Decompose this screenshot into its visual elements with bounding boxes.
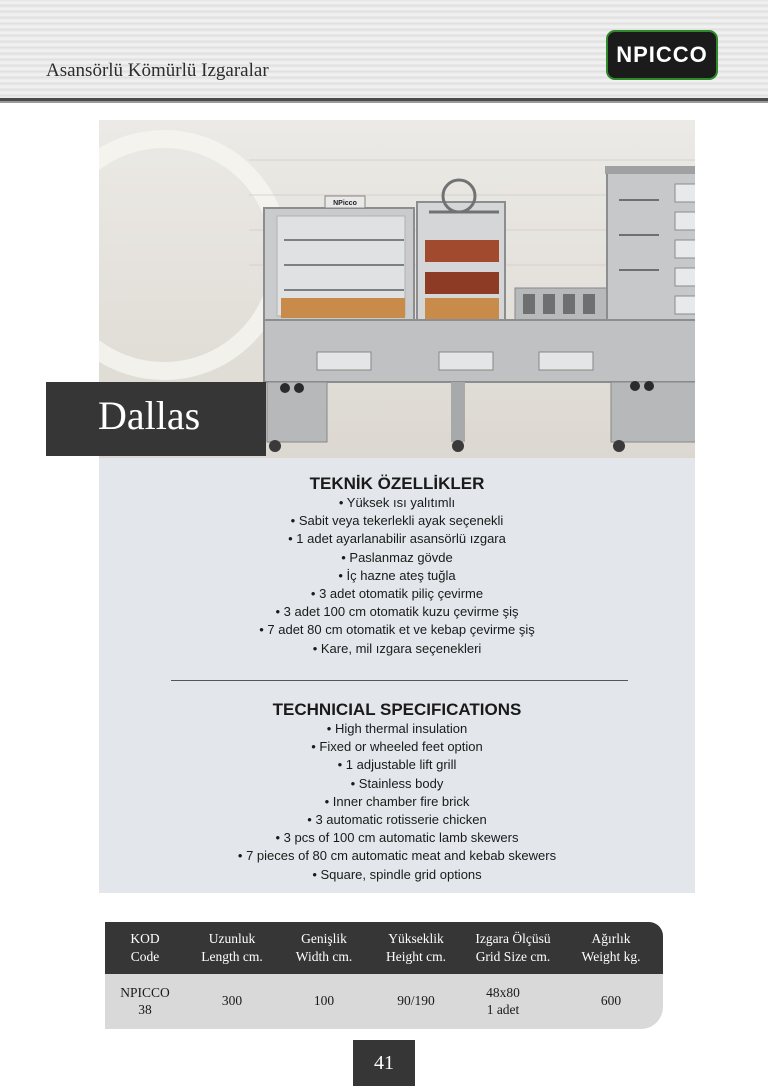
list-item: • 3 automatic rotisserie chicken bbox=[307, 811, 487, 827]
list-item: • High thermal insulation bbox=[326, 721, 468, 736]
list-item: • Kare, mil ızgara seçenekleri bbox=[312, 640, 482, 656]
specs-tr-title: TEKNİK ÖZELLİKLER bbox=[309, 474, 485, 493]
list-item: • Stainless body bbox=[350, 775, 444, 791]
list-item: • Paslanmaz gövde bbox=[341, 549, 453, 565]
brand-logo bbox=[606, 30, 718, 80]
logo-text: NPICCO bbox=[616, 42, 708, 67]
spec-table bbox=[105, 922, 663, 1029]
table-row bbox=[105, 974, 663, 1029]
section-divider bbox=[171, 680, 628, 681]
cell-code: NPICCO 38 bbox=[120, 985, 170, 1017]
list-item: • Fixed or wheeled feet option bbox=[311, 739, 483, 755]
cell-width: 100 bbox=[313, 993, 335, 1008]
list-item: • Square, spindle grid options bbox=[312, 866, 482, 882]
list-item: • Sabit veya tekerlekli ayak seçenekli bbox=[290, 513, 504, 529]
list-item: • Yüksek ısı yalıtımlı bbox=[338, 495, 456, 510]
column-header-grid-size: Izgara Ölçüsü Grid Size cm. bbox=[475, 931, 551, 964]
cell-height: 90/190 bbox=[397, 993, 435, 1008]
column-header-length: Uzunluk Length cm. bbox=[201, 931, 263, 964]
table-header bbox=[105, 922, 663, 974]
list-item: • 7 adet 80 cm otomatik et ve kebap çevirme şiş bbox=[259, 622, 535, 638]
list-item: • Inner chamber fire brick bbox=[324, 793, 470, 809]
list-item: • 7 pieces of 80 cm automatic meat and kebab skewers bbox=[237, 848, 557, 864]
column-header-weight: Ağırlık Weight kg. bbox=[581, 931, 641, 964]
list-item: • 1 adet ayarlanabilir asansörlü ızgara bbox=[288, 531, 506, 547]
list-item: • 3 adet otomatik piliç çevirme bbox=[310, 585, 484, 601]
list-item: • İç hazne ateş tuğla bbox=[338, 567, 456, 583]
cell-weight: 600 bbox=[600, 993, 622, 1008]
column-header-width: Genişlik Width cm. bbox=[295, 931, 353, 964]
cell-length: 300 bbox=[221, 993, 243, 1008]
machine-logo-text: NPicco bbox=[333, 200, 357, 207]
list-item: • 1 adjustable lift grill bbox=[337, 757, 457, 773]
product-name: Dallas bbox=[98, 393, 201, 438]
column-header-code: KOD Code bbox=[130, 931, 160, 964]
page-number: 41 bbox=[353, 1040, 415, 1086]
column-header-height: Yükseklik Height cm. bbox=[386, 931, 446, 964]
cell-grid-size: 48x80 1 adet bbox=[486, 985, 520, 1017]
specs-tr-list bbox=[99, 494, 695, 658]
list-item: • 3 pcs of 100 cm automatic lamb skewers bbox=[275, 830, 519, 846]
header-divider bbox=[0, 101, 768, 103]
specs-en-title: TECHNICIAL SPECIFICATIONS bbox=[272, 700, 522, 719]
header-title: Asansörlü Kömürlü Izgaralar bbox=[46, 60, 269, 81]
specs-en-list bbox=[99, 720, 695, 884]
list-item: • 3 adet 100 cm otomatik kuzu çevirme şiş bbox=[275, 604, 519, 620]
